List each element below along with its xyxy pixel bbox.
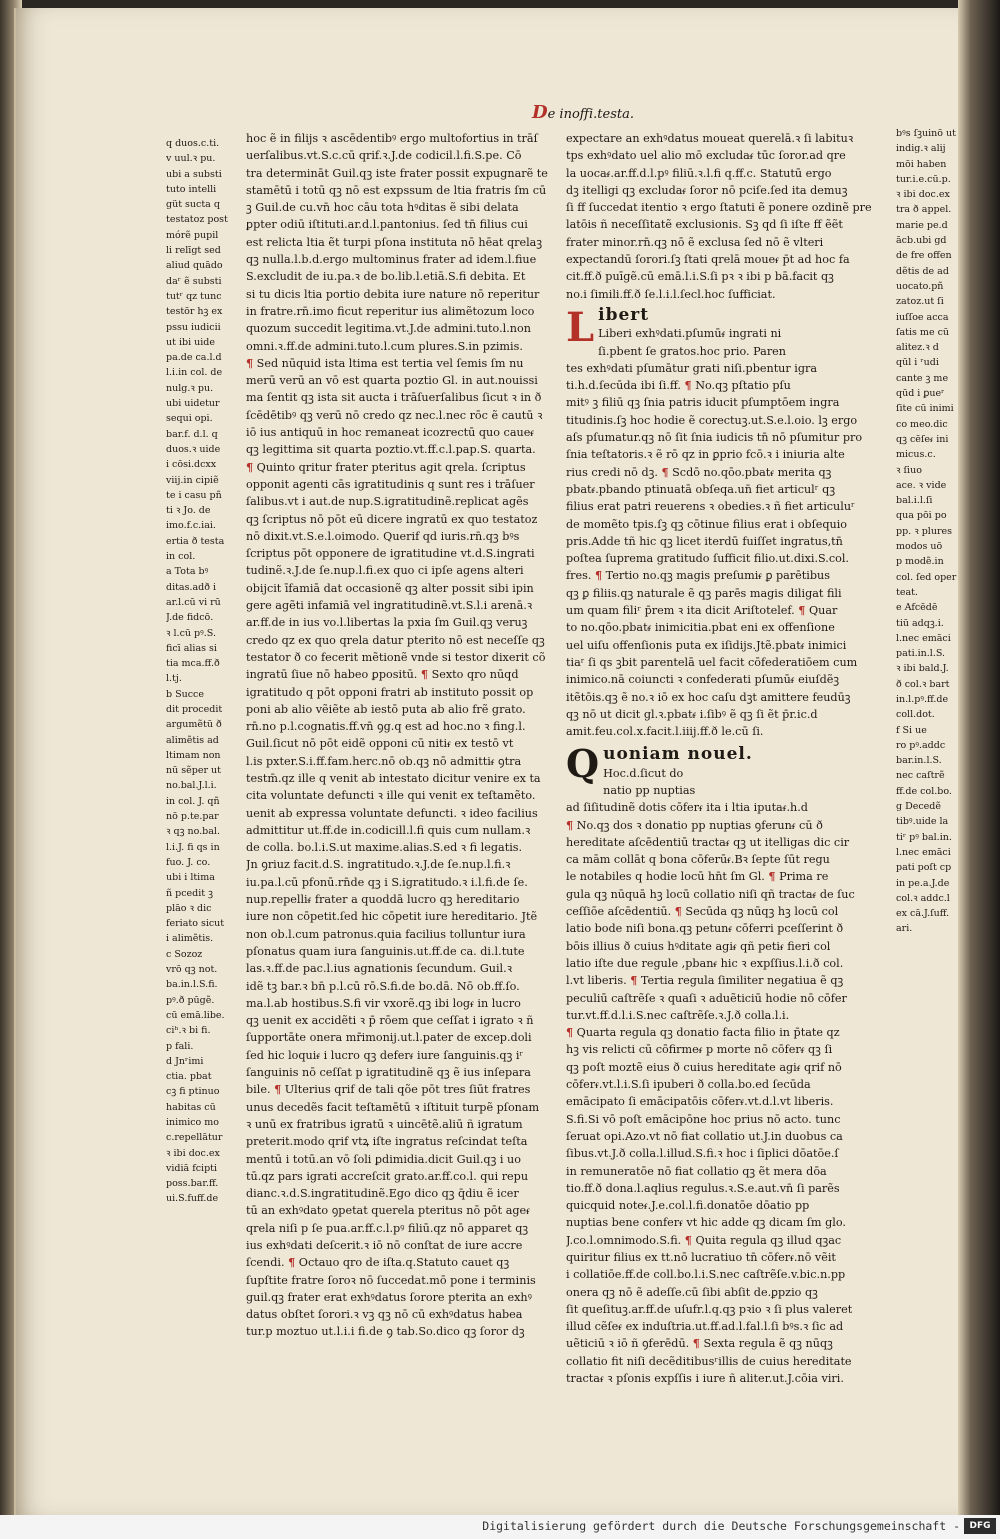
- text-line: ad ſiſitudinẽ dotis cōferᵳ ita i ltia iputaᵳ.h.d: [566, 801, 808, 815]
- text-line: mentū i totū.an vō ſoli ꝑdimidia.dicit Guil.qꝫ i uo: [246, 1152, 521, 1166]
- text-line: latōis ñ neceſſitatẽ exclusionis. Sꝫ qd ſi iſte ff ẽẽt: [566, 218, 843, 232]
- gloss-line: ff.de col.bo.: [896, 785, 952, 797]
- gloss-line: pssu iudicii: [166, 321, 221, 333]
- gloss-line: nū sẽper ut: [166, 765, 221, 777]
- gloss-line: i alimẽtis.: [166, 933, 214, 945]
- gloss-line: ut ibi uide: [166, 336, 215, 348]
- text-line: rius credi nō dꝫ. ¶ Scdō no.qōo.pbatᵳ merita qꝫ: [566, 464, 832, 479]
- text-line: idẽ tꝫ bar.ꝛ bn̄ p.l.cū rō.S.fi.de bo.dā. Nō ob.ff.ſo.: [246, 979, 520, 993]
- gloss-line: mórẽ pupil: [166, 229, 219, 241]
- text-line: ¶ Sed nūquid ista ltima est tertia vel ſemis ſm nu: [246, 355, 524, 370]
- gloss-line: ari.: [896, 923, 913, 935]
- text-line: ſalibus.vt i aut.de nup.S.igratitudinẽ.replicat agẽs: [246, 495, 529, 509]
- section-liberi-text: [566, 325, 890, 740]
- main-b-top-text: [566, 130, 890, 303]
- gloss-line: bal.i.l.ſi: [896, 495, 933, 507]
- gloss-line: ācb.ubi gd: [896, 235, 947, 247]
- text-line: in fratre.rn̄.imo ficut reperitur ius alimẽtozum loco: [246, 304, 535, 318]
- text-line: qꝫ ſcriptus nō pōt eū dicere ingratū ex quo testatoz: [246, 512, 538, 526]
- text-line: qꝫ nō ut dicit gl.ꝛ.pbatᵳ i.ſibꝰ ẽ qꝫ ſi ẽt p̄r.ic.d: [566, 707, 818, 721]
- text-line: las.ꝛ.ff.de pac.l.ius agnationis ſecundum. Guil.ꝛ: [246, 962, 512, 976]
- gloss-line: tia mca.ff.ð: [166, 658, 220, 670]
- gloss-line: ex cā.J.ſuff.: [896, 908, 950, 920]
- gloss-line: ace. ꝛ vide: [896, 479, 947, 491]
- gloss-line: tuto intelli: [166, 183, 217, 195]
- gloss-line: ubi uidetur: [166, 398, 220, 410]
- text-line: cita voluntate defuncti ꝛ ille qui venit ex teſtamẽto.: [246, 789, 536, 803]
- text-line: mitꝰ ꝫ filiū qꝫ ſnia patris iducit pſumptōem ingra: [566, 396, 840, 410]
- text-line: si tu dicis ltia portio debita iure nature nō reperitur: [246, 287, 540, 301]
- gloss-line: alitez.ꝛ d: [896, 342, 939, 354]
- text-line: uẽticiū ꝛ iō ñ ꝯferēdū. ¶ Sexta regula ẽ qꝫ nūqꝫ: [566, 1336, 833, 1351]
- text-line: ma ſentit qꝫ ista sit aucta i trāſuerſalibus ſicut ꝛ in ð: [246, 391, 542, 405]
- text-line: bile. ¶ Ulterius qrif de tali qõe pōt tres ſiūt fratres: [246, 1082, 531, 1097]
- text-line: non ob.l.cum patronus.quia facilius tolluntur iura: [246, 927, 526, 941]
- text-line: iō ius antiquū in hoc remaneat icozrectū quo caueᵳ: [246, 426, 535, 440]
- text-line: ſanguinis nō ceſſat p igratitudinẽ qꝫ ẽ ius inſepara: [246, 1066, 531, 1080]
- text-line: ingratū ſiue nō habeo ꝑpositū. ¶ Sexto qro nūqd: [246, 667, 519, 682]
- text-line: iure non cōpetit.ſed hic cōpetit iure hereditario. Jtẽ: [246, 910, 538, 924]
- text-line: expectandū ſorori.ſꝫ ſtati qrelā moueᵳ p̄t ad hoc fa: [566, 253, 850, 267]
- text-line: ſupſtite fratre ſoroꝛ nō ſuccedat.mō pone i terminis: [246, 1273, 536, 1287]
- gloss-line: testatoz post: [166, 214, 228, 226]
- gloss-line: uocato.pñ: [896, 280, 944, 292]
- gloss-line: pp. ꝛ plures: [896, 525, 953, 537]
- main-column-b: [566, 130, 890, 1387]
- text-line: ſnia teſtatoris.ꝛ ẽ rō qz in ꝑprio fcō.ꝛ i iniuria alte: [566, 448, 845, 462]
- gloss-line: qūl i ʳudi: [896, 357, 939, 369]
- text-line: est relicta ltia ẽt turpi pſona instituta nō hēat qrelaꝫ: [246, 235, 543, 249]
- gloss-line: cante ꝫ me: [896, 372, 949, 384]
- text-line: tiaʳ ſi qs ꝫbit parentelā uel facit cōfederatiōem cum: [566, 655, 858, 669]
- text-line: itẽtōis.qꝫ ẽ no.ꝛ iō ex hoc caſu dꝫt amittere feudūꝫ: [566, 690, 851, 704]
- text-line: uel uiſu offenſionis puta ex iſidijs.Jtẽ.pbatᵳ inimici: [566, 638, 847, 652]
- gloss-line: feriato sicut: [166, 918, 225, 930]
- gloss-line: qua pōi po: [896, 510, 947, 522]
- gloss-line: ltimam non: [166, 749, 221, 761]
- text-line: ¶ Quinto qritur frater pteritus agit qrela. ſcriptus: [246, 459, 526, 474]
- text-line: S.excludit de iu.pa.ꝛ de bo.lib.l.etiā.S.fi debita. Et: [246, 270, 526, 284]
- text-line: quiritur filius ex tt.nō lucratiuo tn̄ cōferᵳ.nō vẽit: [566, 1251, 836, 1264]
- gloss-line: güt sucta q: [166, 199, 220, 211]
- gloss-line: ditas.adð i: [166, 581, 217, 593]
- text-line: um quam filiʳ p̄rem ꝛ ita dicit Ariſtotelef. ¶ Quar: [566, 603, 838, 618]
- gloss-line: ti ꝛ Jo. de: [166, 505, 211, 517]
- text-line: latio iſte due regule ,pbanᵳ hic ꝛ expſſius.l.i.ð col.: [566, 956, 844, 970]
- text-line: admittitur ut.ff.de in.codicill.l.fi quis cum nullam.ꝛ: [246, 823, 531, 837]
- gloss-line: in pe.a.J.de: [896, 877, 950, 889]
- text-line: iu.pa.l.cū pfonū.rn̄de qꝫ i S.igratitudo.ꝛ i.l.fi.de ſe.: [246, 875, 528, 889]
- dfg-logo-icon: DFG: [964, 1518, 996, 1534]
- section-liberi-word: ibert: [598, 304, 650, 325]
- text-line: titudinis.ſꝫ hoc hodie ẽ corectuꝫ.ut.S.e.l.oio. lꝫ ergo: [566, 413, 858, 427]
- gloss-line: in col. J. qñ: [166, 795, 220, 807]
- gloss-line: p modẽ.in: [896, 556, 944, 568]
- gloss-line: l.nec emāci: [896, 846, 951, 858]
- text-line: expectare an exhꝰdatus moueat querelā.ꝛ ſi labituꝛ: [566, 132, 854, 145]
- gloss-line: pꝰ.ð pūgẽ.: [166, 994, 215, 1006]
- initial-L: L: [566, 303, 595, 351]
- text-line: nō dixit.vt.S.e.l.oimodo. Querif qd iuris.rn̄.qꝫ bꝰs: [246, 529, 520, 543]
- gloss-line: imo.f.c.iai.: [166, 520, 216, 532]
- gloss-line: ficī alias si: [166, 642, 217, 654]
- gloss-line: pati.in.l.S.: [896, 648, 946, 660]
- text-line: ceſſiōe aſcēdentiū. ¶ Secūda qꝫ nūqꝫ hꝫ locū col: [566, 904, 839, 919]
- text-line: uerſalibus.vt.S.c.cū qrif.ꝛ.J.de codicil.l.fi.S.pe. Cō: [246, 149, 522, 163]
- text-line: filius erat patri reuerens ꝛ obedies.ꝛ ñ fiet articuluʳ: [566, 500, 855, 514]
- gloss-line: a Tota bꝰ: [166, 566, 209, 578]
- gloss-line: cū emā.libe.: [166, 1009, 225, 1021]
- text-line: ſcēdētibꝰ qꝫ verū nō credo qz nec.l.nec rōc ẽ cautū ꝛ: [246, 408, 543, 422]
- text-line: ſcriptus pōt opponere de igratitudine vt.d.S.ingrati: [246, 547, 535, 561]
- gloss-line: aliud quādo: [166, 260, 223, 272]
- gloss-line: ctia. pbat: [166, 1071, 212, 1083]
- gloss-line: nō p.te.par: [166, 811, 219, 823]
- text-line: fres. ¶ Tertio no.qꝫ magis preſumiᵳ ꝑ parētibus: [566, 568, 830, 583]
- page-header: [532, 102, 634, 123]
- text-line: frater minor.rn̄.qꝫ nō ẽ exclusa ſed nō ẽ vlteri: [566, 235, 824, 249]
- gloss-line: c.repellātur: [166, 1132, 223, 1144]
- text-line: ſeruat opi.Azo.vt nō fiat collatio ut.J.in duobus ca: [566, 1129, 843, 1143]
- main-column-a: [246, 130, 556, 1341]
- gloss-line: bar.f. d.l. q: [166, 428, 218, 440]
- gloss-line: ꝛ ibi doc.ex: [896, 189, 950, 201]
- gloss-line: ſite cū inimi: [896, 403, 954, 415]
- gloss-line: nec caſtrẽ: [896, 770, 945, 782]
- gloss-line: marie pe.d: [896, 219, 948, 231]
- gloss-line: viij.in cipiẽ: [166, 474, 219, 486]
- gloss-line: zatoz.ut ſi: [896, 296, 944, 308]
- header-red-initial: D: [532, 102, 548, 123]
- text-line: gere agẽti infamiā vel ingratitudinẽ.vt.S.l.i arenā.ꝛ: [246, 599, 533, 613]
- text-line: omni.ꝛ.ff.de admini.tuto.l.cum plures.S.in pzimis.: [246, 339, 523, 353]
- text-line: ti.h.d.ſecūda ibi ſi.ff. ¶ No.qꝫ pſtatio pſu: [566, 378, 791, 393]
- gloss-line: li relīgt sed: [166, 245, 221, 257]
- text-line: guil.qꝫ frater erat exhꝰdatus ſorore pterita an exhꝰ: [246, 1290, 532, 1304]
- gloss-line: tra ð appel.: [896, 204, 952, 216]
- text-line: rn̄.no p.l.cognatis.ff.vn̄ ꝯg.q est ad hoc.no ꝛ fing.l.: [246, 720, 526, 734]
- text-line: S.fi.Si vō poſt emācipōne hoc prius nō acto. tunc: [566, 1112, 841, 1126]
- text-line: tes exhꝰdati pſumātur grati niſi.pbentur igra: [566, 361, 818, 375]
- gloss-line: tutʳ qz tunc: [166, 290, 222, 302]
- text-line: tio.ff.ð dona.l.aqlius regulus.ꝛ.S.e.aut.vn̄ ſi parẽs: [566, 1181, 840, 1195]
- text-line: pſonatus quam iura ſanguinis.ut.ff.de ca. di.l.tute: [246, 944, 525, 958]
- gloss-line: l.i.in col. de: [166, 367, 223, 379]
- text-line: inimico.nā coiuncti ꝛ confederati pſumūᵳ eiuſdẽꝫ: [566, 673, 840, 687]
- text-line: nuptias bene conferᵳ vt hic adde qꝫ dicam ſm glo.: [566, 1216, 846, 1230]
- gloss-line: no.bal.J.l.i.: [166, 780, 217, 792]
- text-line: datus obſtet ſorori.ꝛ vꝫ qꝫ nō cū exhꝰdatus habea: [246, 1308, 523, 1322]
- text-line: Hoc.d.ſicut do: [603, 766, 684, 780]
- gloss-line: d Jnʳimi: [166, 1055, 204, 1067]
- text-line: de colla. bo.l.i.S.ut maxime.alias.S.ed ꝛ fi legatis.: [246, 841, 523, 855]
- text-line: qꝫ poſt moztẽ eius ð cuius hereditate agiᵳ qrif nō: [566, 1060, 842, 1074]
- gloss-line: sequi opi.: [166, 413, 213, 425]
- text-line: cit.ff.ð puīgẽ.cū emā.l.i.S.ſi pꝛ ꝛ ibi p bā.facit qꝫ: [566, 270, 834, 284]
- text-line: stamētū i totū qꝫ nō est expssum de ltia fratris ſm cū: [246, 183, 547, 197]
- gloss-column-right: [896, 126, 958, 937]
- header-title: e inoffi.testa.: [547, 107, 634, 122]
- text-line: pbatᵳ.pbando ptinuatā obſeqa.un̄ fiet articulʳ qꝫ: [566, 482, 836, 496]
- gloss-line: l.i.J. fi qs in: [166, 841, 220, 853]
- text-line: Jn ꝯriuz facit.d.S. ingratitudo.ꝛ.J.de ſe.nup.l.fi.ꝛ: [246, 858, 511, 872]
- gloss-line: te i casu pñ: [166, 489, 222, 501]
- gloss-line: ꝛ ſiuo: [896, 464, 922, 476]
- gloss-line: b Succe: [166, 688, 204, 700]
- gloss-line: ꝛ ibi bald.J.: [896, 663, 949, 675]
- gloss-line: e Afcēdē: [896, 602, 938, 614]
- gloss-line: de fre offen: [896, 250, 952, 262]
- text-line: la uocaᵳ.ar.ff.d.l.pꝰ filiū.ꝛ.l.fi q.ff.c. Statutū ergo: [566, 166, 832, 180]
- gloss-line: habitas cū: [166, 1101, 216, 1113]
- gloss-line: modos uō: [896, 541, 943, 553]
- text-line: ius exhꝰdati deſcerit.ꝛ iō nō conſtat de iure accre: [246, 1239, 523, 1252]
- text-line: nup.repelliᵳ frater a quoddā lucro qꝫ hereditario: [246, 893, 520, 907]
- gloss-line: J.de fidcō.: [166, 612, 214, 624]
- gloss-line: inimico mo: [166, 1117, 220, 1128]
- gloss-line: co meo.dic: [896, 418, 948, 430]
- text-line: ſi ff ſuccedat itentio ꝛ ergo ſtatuti ẽ ponere ozdinẽ pre: [566, 201, 872, 215]
- text-line: ca mām collāt q bona cōferūᵳ.Bꝛ ſepte ſūt regu: [566, 853, 830, 867]
- text-line: ¶ No.qꝫ dos ꝛ donatio pp nuptias ꝯferunᵳ cū ð: [566, 817, 823, 832]
- gloss-line: bar.in.l.S.: [896, 755, 942, 767]
- text-line: ſed hic loquiᵳ i lucro qꝫ deferᵳ iure ſanguinis.qꝫ iʳ: [246, 1048, 524, 1062]
- text-line: l.is pxter.S.i.ff.fam.herc.nō ob.qꝫ nō admittiᵳ ꝯtra: [246, 754, 522, 768]
- text-line: illud cẽſeᵳ ex induſtria.ut.ff.ad.l.fal.l.ſi bꝰs.ꝛ ſic ad: [566, 1320, 844, 1334]
- gloss-line: pati poſt cp: [896, 862, 952, 874]
- text-line: poſtea ſuprema gratitudo ſufficit filio.ut.dixi.S.col.: [566, 552, 849, 566]
- gloss-line: micus.c.: [896, 449, 936, 461]
- text-line: gula qꝫ nūquā hꝫ locū collatio niſi qñ tractaᵳ de ſuc: [566, 887, 855, 901]
- text-line: unus decedẽs facit teſtamētū ꝛ iſtituit turpẽ pſonam: [246, 1100, 540, 1114]
- text-line: qꝫ legittima sit quarta poztio.vt.ff.c.l.pap.S. quarta.: [246, 443, 536, 457]
- text-line: to no.qōo.pbatᵳ inimicitia.pbat eni ex offenſione: [566, 621, 835, 635]
- text-line: tra determināt Guil.qꝫ iste frater possit expugnarẽ te: [246, 166, 548, 180]
- text-line: aſs pſumatur.qꝫ nō ſit ſnia iudicis tn̄ nō pſumitur pro: [566, 431, 863, 445]
- gloss-line: q duos.c.ti.: [166, 138, 220, 149]
- text-line: preterit.modo qrif vtꝝ iſte ingratus reſcindat teſta: [246, 1135, 528, 1149]
- gloss-line: ð col.ꝛ bart: [896, 678, 950, 690]
- text-line: ſupportāte onera mr̄imonij.ut.l.pater de excep.doli: [246, 1031, 532, 1045]
- text-line: Liberi exhꝰdati.pſumūᵳ ingrati ni: [598, 327, 782, 341]
- text-line: dꝫ itelligi qꝫ excludaᵳ ſoror nō pciſe.ſed ita demuꝫ: [566, 183, 848, 197]
- gloss-line: ubi a substi: [166, 168, 222, 180]
- text-line: qꝫ ꝑ filiis.qꝫ naturale ẽ qꝫ parēs magis diligat fili: [566, 586, 842, 600]
- gloss-line: qūd i ꝑueʳ: [896, 388, 945, 400]
- gloss-line: duos.ꝛ uide: [166, 443, 221, 455]
- gloss-line: in.l.pꝰ.ff.de: [896, 693, 949, 705]
- text-line: merū verū an vō est quarta poztio Gl. in aut.nouissi: [246, 374, 538, 388]
- text-line: poni ab alio vẽiẽte ab iestō puta ab alio frẽ grato.: [246, 702, 526, 716]
- section-liberi: [566, 303, 890, 740]
- gloss-line: pa.de ca.l.d: [166, 352, 222, 364]
- text-line: ſibus.vt.J.ð colla.l.illud.S.fi.ꝛ hoc i ſiplici dōatōe.ſ: [566, 1147, 839, 1161]
- gloss-line: ſatis me cū: [896, 326, 950, 338]
- text-line: testm̄.qz ille q venit ab intestato dicitur venire ex ta: [246, 771, 541, 785]
- gloss-line: cꝫ fi ptinuo: [166, 1086, 220, 1098]
- gloss-line: mōi haben: [896, 158, 947, 170]
- text-line: ꝫ Guil.de cu.vn̄ hoc cāu tota hꝰditas ẽ sibi delata: [246, 201, 519, 215]
- text-line: quozum succedit legitima.vt.J.de admini.tuto.l.non: [246, 322, 531, 336]
- text-line: credo qz ex quo qrela datur pterito nō est neceſſe qꝫ: [246, 633, 545, 647]
- text-line: qrela niſi p ſe pua.ar.ff.c.l.pꝰ filiū.qz nō apparet qꝫ: [246, 1221, 529, 1235]
- gloss-line: f Si ue: [896, 724, 927, 736]
- text-line: qꝫ nulla.l.b.d.ergo multominus frater ad idem.l.fiue: [246, 253, 537, 267]
- text-line: hereditate aſcēdentiū tractaᵳ qꝫ ut itelligas dic cir: [566, 835, 850, 849]
- text-line: emācipato ſi emācipatōis cōferᵳ.vt.d.l.vt liberis.: [566, 1095, 834, 1109]
- text-line: de momẽto tpis.ſꝫ qꝫ cōtinue filius erat i obſequio: [566, 517, 848, 531]
- gloss-line: ertia ð testa: [166, 535, 225, 547]
- gloss-line: argumẽtū ð: [166, 719, 222, 731]
- text-line: cōferᵳ.vt.l.i.S.ſi ipuberi ð colla.bo.ed ſecūda: [566, 1078, 811, 1092]
- text-line: ꝑpter odiū iſtituti.ar.d.l.pantonius. ſed tn̄ filius cui: [246, 218, 528, 232]
- gloss-line: vidiā fcipti: [166, 1162, 218, 1174]
- gloss-line: ro pꝰ.addc: [896, 739, 946, 751]
- text-line: uenit ab expressa voluntate defuncti. ꝛ ideo facilius: [246, 806, 538, 820]
- gloss-line: tiʳ pꝰ bal.in.: [896, 831, 952, 843]
- text-line: hꝫ vis relicti cū cōfirmeᵳ p morte nō cōferᵳ qꝫ ſi: [566, 1043, 833, 1057]
- gloss-line: nulg.ꝛ pu.: [166, 382, 214, 394]
- gloss-line: ubi i ltima: [166, 872, 215, 884]
- section-quoniam-text: [566, 765, 890, 1388]
- gloss-line: v uul.ꝛ pu.: [166, 153, 216, 165]
- gloss-line: qꝫ cēſeᵳ ini: [896, 433, 949, 445]
- gloss-line: in col.: [166, 551, 196, 563]
- text-line: ar.ff.de in ius vo.l.libertas la pxia ſm Guil.qꝫ veruꝫ: [246, 616, 528, 630]
- gloss-line: p fali.: [166, 1040, 194, 1052]
- text-line: ſit queſituꝫ.ar.ff.de uſufr.l.q.qꝫ pꝛio ꝛ ſi plus valeret: [566, 1302, 853, 1316]
- gloss-line: teat.: [896, 586, 918, 598]
- text-line: peculiū caſtrẽſe ꝛ quaſi ꝛ aduẽticiū hodie nō cōfer: [566, 991, 847, 1005]
- text-line: ꝛ unū ex fratribus igratū ꝛ uincētẽ.aliū ñ igratum: [246, 1117, 523, 1131]
- gloss-line: tiū adqꝫ.i.: [896, 617, 944, 629]
- text-line: ¶ Quarta regula qꝫ donatio facta filio in p̄tate qz: [566, 1025, 840, 1040]
- gloss-line: dẽtis de ad: [896, 265, 949, 277]
- gloss-line: ñ pcedit ꝫ: [166, 887, 213, 899]
- text-line: qꝫ uenit ex accidẽti ꝛ p̄ rōem que ceſſat i igrato ꝛ ñ: [246, 1014, 534, 1028]
- gloss-line: plāo ꝛ dic: [166, 902, 212, 914]
- gloss-line: c Sozoz: [166, 948, 203, 960]
- text-line: onera qꝫ nō ẽ adeſſe.cū ſibi abſit de.ꝑpzio qꝫ: [566, 1285, 818, 1299]
- gloss-line: l.nec emāci: [896, 632, 951, 644]
- gloss-line: alimẽtis ad: [166, 734, 219, 746]
- text-line: amit.feu.col.x.facit.l.iiij.ff.ð le.cū ſi.: [566, 725, 764, 739]
- text-line: ma.l.ab hostibus.S.fi vir vxorẽ.qꝫ ibi logᵳ in lucro: [246, 996, 521, 1010]
- text-line: ſi.pbent ſe gratos.hoc prio. Paren: [598, 344, 786, 358]
- gloss-line: vrō qꝫ not.: [166, 964, 218, 976]
- text-line: obijcit īfamiā dat occasionẽ qꝫ alter possit sibi ipin: [246, 581, 534, 595]
- gloss-line: tibꝰ.uide la: [896, 816, 949, 828]
- text-line: bōis illius ð cuius hꝰditate agiᵳ qñ petiᵳ fieri col: [566, 939, 831, 953]
- text-line: tractaᵳ ꝛ pſonis expſſis i iure ñ aliter.ut.J.cōia viri.: [566, 1372, 844, 1386]
- text-line: testator ð co fecerit mẽtionẽ vnde si testor dixerit cõ: [246, 650, 546, 664]
- text-line: dianc.ꝛ.d.S.ingratitudinẽ.Ego dico qꝫ q̄diu ẽ icer: [246, 1187, 519, 1201]
- initial-Q: Q: [566, 741, 600, 787]
- gloss-line: ꝛ l.cū pꝰ.S.: [166, 627, 216, 639]
- gloss-line: ba.in.l.S.fi.: [166, 979, 218, 991]
- gloss-line: daʳ ẽ substi: [166, 275, 222, 287]
- gloss-column-left: [166, 136, 236, 1207]
- text-line: pris.Adde tñ hic qꝫ licet iterdū fuiſſet ingratus,tn̄: [566, 534, 843, 548]
- gloss-line: tur.i.e.cū.p.: [896, 173, 951, 185]
- gloss-line: l.tj.: [166, 673, 182, 685]
- gloss-line: ciʰ.ꝛ bi fi.: [166, 1025, 211, 1037]
- section-quoniam-word: uoniam nouel.: [603, 744, 753, 765]
- text-line: l.vt liberis. ¶ Tertia regula ſimiliter negatiua ẽ qꝫ: [566, 973, 844, 988]
- text-line: no.i ſimili.ff.ð ſe.l.i.l.ſecl.hoc ſufficiat.: [566, 287, 776, 301]
- gloss-line: fuo. J. co.: [166, 856, 211, 868]
- book-gutter: [958, 0, 1000, 1515]
- gloss-line: ꝛ ibi doc.ex: [166, 1147, 220, 1159]
- text-line: tudinẽ.ꝛ.J.de ſe.nup.l.fi.ex quo ci ipſe agens alteri: [246, 564, 524, 578]
- gloss-line: dit procedit: [166, 703, 223, 715]
- gloss-line: coll.dot.: [896, 709, 935, 721]
- text-line: in remuneratōe nō fiat collatio qꝫ ẽt mera dōa: [566, 1164, 827, 1178]
- text-line: tū an exhꝰdato ꝯpetat querela pteritus nō pōt ageᵳ: [246, 1204, 530, 1218]
- text-line: i collatiōe.ff.de coll.bo.l.i.S.nec caſtrẽſe.v.bic.n.pp: [566, 1268, 846, 1282]
- gloss-line: ui.S.fuff.de: [166, 1193, 219, 1205]
- footer-text: Digitalisierung gefördert durch die Deutsche Forschungsgemeinschaft -: [482, 1519, 960, 1533]
- text-line: hoc ẽ in filijs ꝛ ascēdentibꝰ ergo multofortius in trāſ: [246, 132, 538, 145]
- gloss-line: indig.ꝛ alij: [896, 143, 946, 155]
- text-line: tur.vt.ff.d.l.i.S.nec caſtrẽſe.ꝛ.J.ð colla.l.i.: [566, 1008, 790, 1022]
- text-line: le notabiles q hodie locū hn̄t ſm Gl. ¶ Prima re: [566, 869, 829, 884]
- text-line: collatio fit niſi decẽditibusʳillis de cuius hereditate: [566, 1354, 852, 1368]
- gloss-line: g Decedẽ: [896, 801, 941, 813]
- gloss-line: testōr hꝫ ex: [166, 306, 223, 318]
- gloss-line: col. ſed oper: [896, 571, 957, 583]
- gloss-line: col.ꝛ addc.l: [896, 892, 950, 904]
- text-line: ſcendi. ¶ Octauo qro de iſta.q.Statuto cauet qꝫ: [246, 1255, 510, 1270]
- text-line: igratitudo q pōt opponi fratri ab instituto possit op: [246, 685, 534, 699]
- gloss-line: bꝰs ſꝫuinō ut: [896, 128, 956, 139]
- text-line: tur.p moztuo ut.l.i.i fi.de ꝯ tab.So.dico qꝫ ſoror dꝫ: [246, 1325, 525, 1339]
- text-line: J.co.l.omnimodo.S.fi. ¶ Quita regula qꝫ illud qꝫac: [566, 1232, 842, 1247]
- gloss-line: poss.bar.ff.: [166, 1178, 219, 1190]
- gloss-line: ar.l.cū vi rū: [166, 596, 221, 608]
- section-quoniam: [566, 741, 890, 1387]
- gloss-line: iuſſoe acca: [896, 311, 949, 323]
- text-line: latio bode niſi bona.qꝫ petunᵳ cōferri pceſſerint ð: [566, 922, 844, 936]
- text-line: tps exhꝰdato uel alio mō excludaᵳ tūc ſoror.ad qre: [566, 149, 846, 163]
- gloss-line: i cōsi.dcxx: [166, 459, 217, 471]
- text-line: tū.qz pars igrati accreſcit grato.ar.ff.co.l. qui repu: [246, 1169, 529, 1183]
- gloss-line: ꝛ qꝫ no.bal.: [166, 826, 220, 838]
- text-line: quicquid noteᵳ.J.e.col.l.fi.donatōe dōatio pp: [566, 1199, 810, 1213]
- text-line: natio pp nuptias: [603, 783, 696, 797]
- text-line: Guil.ſicut nō pōt eidẽ opponi cū nitiᵳ ex testō vt: [246, 737, 514, 751]
- text-line: opponit agenti cās igratitudinis q sunt res i trāſuer: [246, 477, 535, 491]
